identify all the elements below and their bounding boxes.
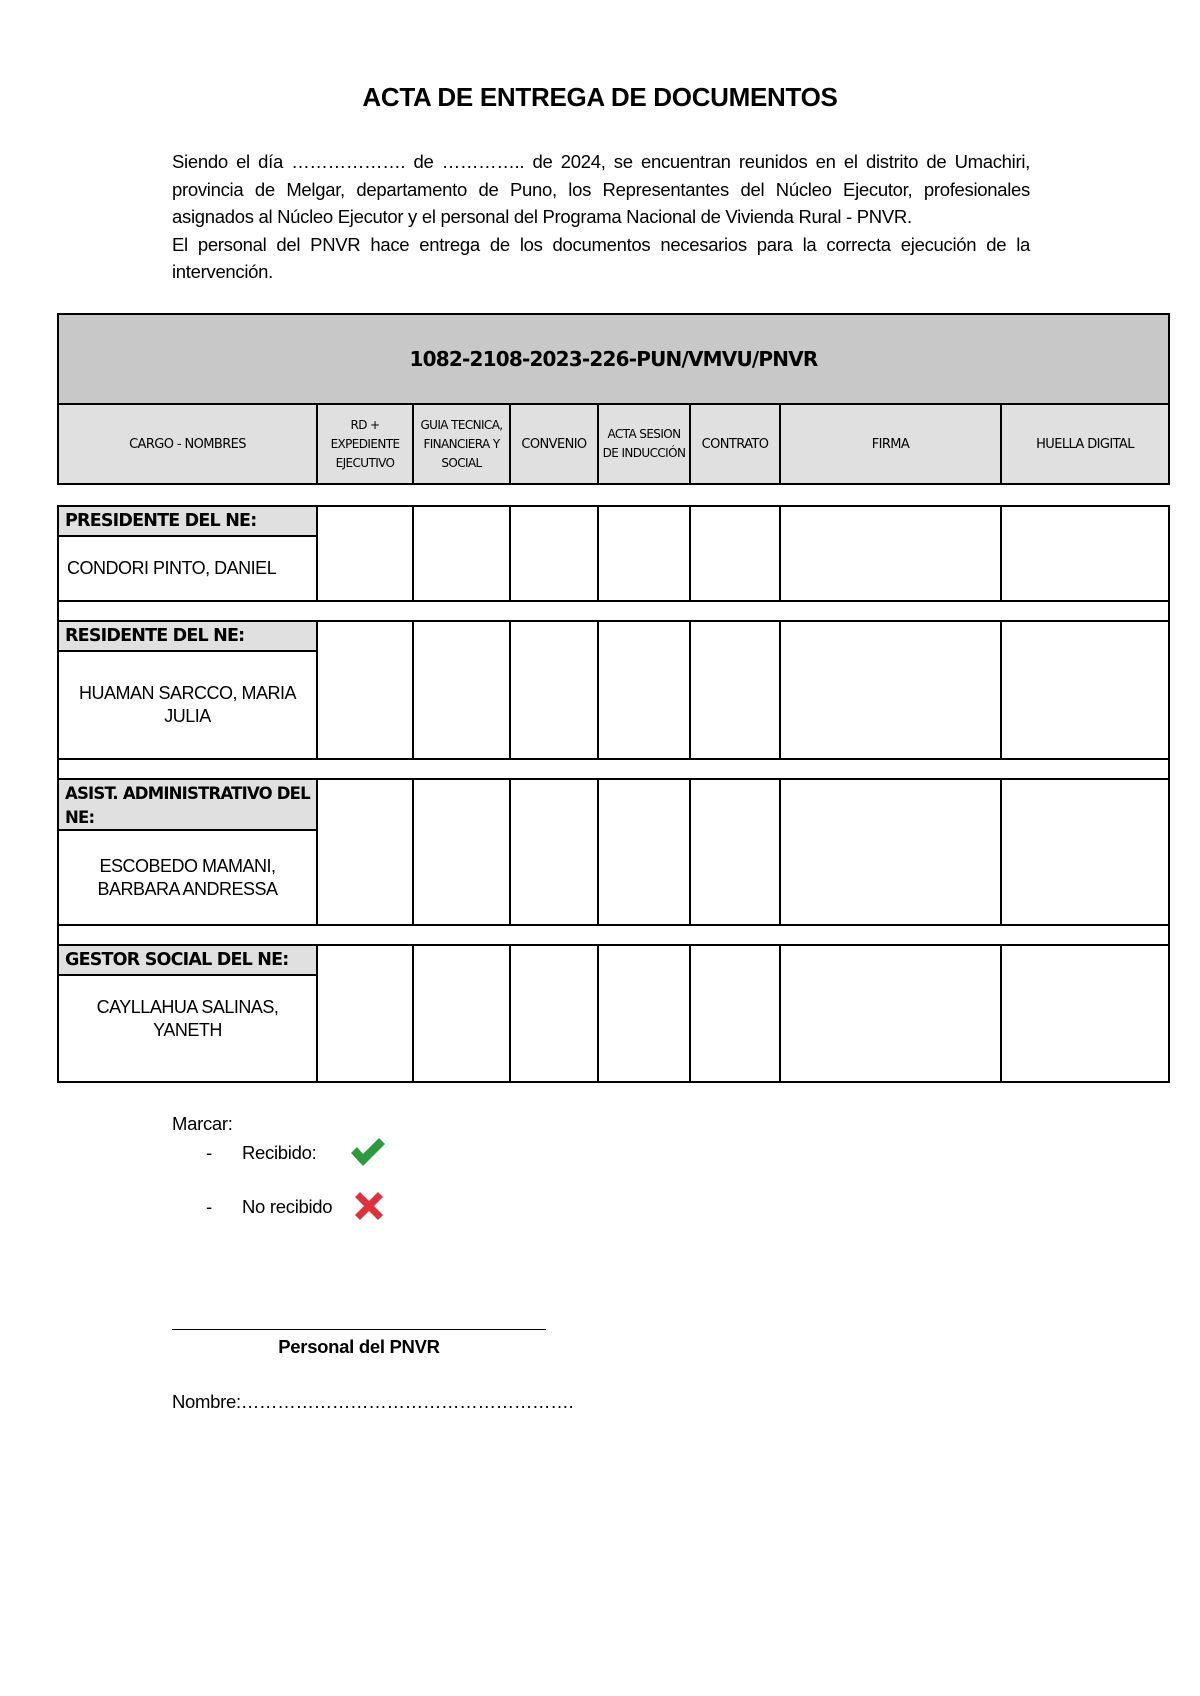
signature-line <box>172 1329 546 1330</box>
name-cell <box>59 622 318 758</box>
person-name: HUAMAN SARCCO, MARIA JULIA <box>78 683 297 726</box>
column-headers <box>59 405 1168 483</box>
convenio-cell[interactable] <box>511 622 599 758</box>
project-code: 1082-2108-2023-226-PUN/VMVU/PNVR <box>59 315 1168 405</box>
header-convenio: CONVENIO <box>511 405 599 483</box>
legend-item-no-recibido <box>206 1196 332 1218</box>
legend-item-recibido <box>206 1142 316 1164</box>
name-cell <box>59 507 318 600</box>
intro-paragraph-1: Siendo el día ………………. de ………….. de 2024, se encuentran reunidos en el distrito de Umachiri, provincia de Melgar, departamento de Puno, los Representantes del Núcleo Ejecutor, profesionales asignados al Núcleo Ejecutor y el personal del Programa Nacional de Vivienda Rural - PNVR. <box>172 151 1030 227</box>
rd-expediente-cell[interactable] <box>318 507 414 600</box>
document-title: ACTA DE ENTREGA DE DOCUMENTOS <box>362 82 838 112</box>
acta-sesion-cell[interactable] <box>599 507 691 600</box>
table-row <box>59 622 1168 760</box>
cross-icon <box>352 1189 386 1223</box>
person-name: CAYLLAHUA SALINAS, YANETH <box>96 997 279 1040</box>
legend-label: Marcar: <box>172 1113 233 1134</box>
rd-expediente-cell[interactable] <box>318 780 414 924</box>
role-label: GESTOR SOCIAL DEL NE: <box>59 946 316 976</box>
check-icon <box>348 1136 388 1168</box>
row-spacer <box>59 926 1168 946</box>
name-cell <box>59 946 318 1081</box>
firma-cell[interactable] <box>781 946 1002 1081</box>
firma-cell[interactable] <box>781 507 1002 600</box>
name-cell <box>59 780 318 924</box>
firma-cell[interactable] <box>781 622 1002 758</box>
legend-text: No recibido <box>242 1196 333 1217</box>
contrato-cell[interactable] <box>691 507 781 600</box>
contrato-cell[interactable] <box>691 622 781 758</box>
huella-digital-cell[interactable] <box>1002 780 1168 924</box>
acta-sesion-cell[interactable] <box>599 622 691 758</box>
huella-digital-cell[interactable] <box>1002 946 1168 1081</box>
legend-text: Recibido: <box>242 1142 317 1163</box>
header-cargo-nombres: CARGO - NOMBRES <box>59 405 318 483</box>
table-row <box>59 780 1168 926</box>
person-name: ESCOBEDO MAMANI, BARBARA ANDRESSA <box>97 855 278 899</box>
convenio-cell[interactable] <box>511 507 599 600</box>
header-guia-tecnica: GUIA TECNICA, FINANCIERA Y SOCIAL <box>414 405 511 483</box>
header-rd-expediente: RD + EXPEDIENTE EJECUTIVO <box>318 405 414 483</box>
header-huella-digital: HUELLA DIGITAL <box>1002 405 1168 483</box>
role-label: PRESIDENTE DEL NE: <box>59 507 316 537</box>
intro-paragraph-2: El personal del PNVR hace entrega de los documentos necesarios para la correcta ejecución de la intervención. <box>172 233 1030 282</box>
huella-digital-cell[interactable] <box>1002 507 1168 600</box>
guia-tecnica-cell[interactable] <box>414 946 511 1081</box>
convenio-cell[interactable] <box>511 946 599 1081</box>
legend-dash: - <box>206 1196 212 1217</box>
signatures-table <box>57 505 1170 1083</box>
guia-tecnica-cell[interactable] <box>414 622 511 758</box>
signature-title: Personal del PNVR <box>278 1336 440 1357</box>
table-row <box>59 946 1168 1081</box>
header-acta-sesion: ACTA SESION DE INDUCCIÓN <box>599 405 691 483</box>
firma-cell[interactable] <box>781 780 1002 924</box>
rd-expediente-cell[interactable] <box>318 946 414 1081</box>
contrato-cell[interactable] <box>691 780 781 924</box>
intro-text <box>172 148 1030 286</box>
header-table <box>57 313 1170 485</box>
convenio-cell[interactable] <box>511 780 599 924</box>
role-label: RESIDENTE DEL NE: <box>59 622 316 652</box>
role-label: ASIST. ADMINISTRATIVO DEL NE: <box>59 780 316 831</box>
table-row <box>59 507 1168 602</box>
contrato-cell[interactable] <box>691 946 781 1081</box>
acta-sesion-cell[interactable] <box>599 780 691 924</box>
row-spacer <box>59 602 1168 622</box>
header-firma: FIRMA <box>781 405 1002 483</box>
rd-expediente-cell[interactable] <box>318 622 414 758</box>
row-spacer <box>59 760 1168 780</box>
header-contrato: CONTRATO <box>691 405 781 483</box>
name-line: Nombre:………………………………………………. <box>172 1391 574 1412</box>
acta-sesion-cell[interactable] <box>599 946 691 1081</box>
person-name: CONDORI PINTO, DANIEL <box>67 558 277 578</box>
guia-tecnica-cell[interactable] <box>414 507 511 600</box>
huella-digital-cell[interactable] <box>1002 622 1168 758</box>
guia-tecnica-cell[interactable] <box>414 780 511 924</box>
legend-dash: - <box>206 1142 212 1163</box>
